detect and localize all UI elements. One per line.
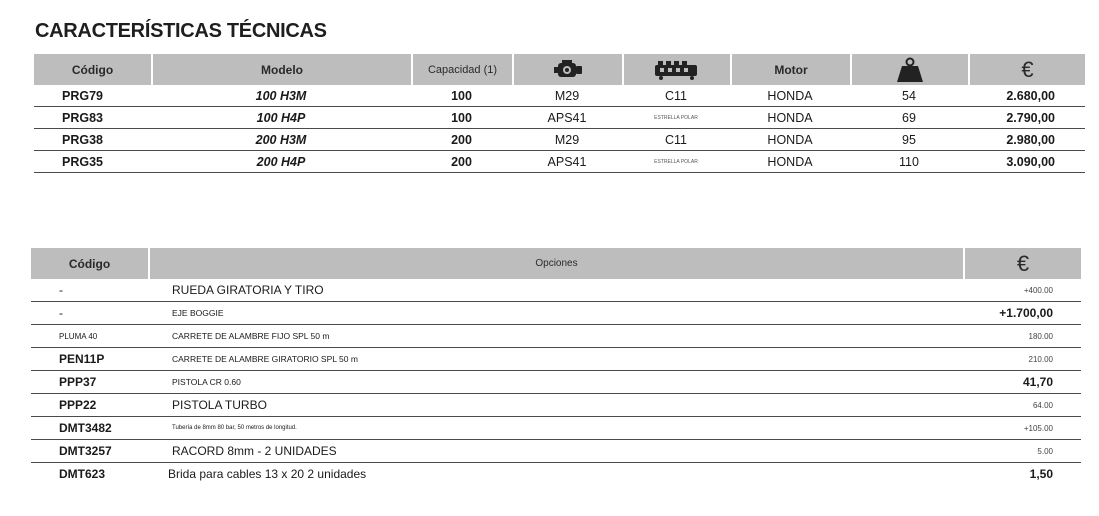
- cell-peso: 69: [850, 107, 968, 129]
- cell-precio: 2.790,00: [968, 107, 1085, 129]
- header-capacidad: Capacidad (1): [411, 54, 512, 85]
- cell-modelo: 200 H4P: [151, 151, 411, 173]
- cell-codigo: PRG35: [34, 151, 151, 173]
- cell-codigo: PRG79: [34, 85, 151, 107]
- cell-codigo: PPP22: [31, 394, 148, 417]
- cell-bomba: APS41: [512, 151, 622, 173]
- cell-capacidad: 200: [411, 151, 512, 173]
- cell-precio: +400.00: [963, 279, 1081, 302]
- cell-capacidad: 100: [411, 107, 512, 129]
- cell-codigo: PLUMA 40: [31, 325, 148, 348]
- header-weight: [850, 54, 968, 85]
- cell-peso: 54: [850, 85, 968, 107]
- cell-codigo: -: [31, 302, 148, 325]
- cell-codigo: DMT623: [59, 467, 106, 481]
- cell-precio: +105.00: [963, 417, 1081, 440]
- table-row: [31, 348, 1081, 371]
- cell-codigo: DMT3257: [31, 440, 148, 463]
- table-row: [34, 129, 1085, 151]
- cell-precio: 1,50: [1029, 467, 1053, 481]
- cell-motor-tipo: ESTRELLA POLAR: [622, 151, 730, 173]
- cell-opcion: Tubería de 8mm 80 bar, 50 metros de longitud.: [148, 417, 963, 440]
- page-title: CARACTERÍSTICAS TÉCNICAS: [35, 20, 327, 42]
- table-row: [31, 325, 1081, 348]
- cell-motor-tipo: C11: [622, 129, 730, 151]
- table-row: [34, 107, 1085, 129]
- cell-opcion: Brida para cables 13 x 20 2 unidades: [168, 467, 367, 481]
- header-pump: [512, 54, 622, 85]
- cell-opcion: PISTOLA TURBO: [148, 394, 963, 417]
- cell-codigo: -: [31, 279, 148, 302]
- cell-precio: +1.700,00: [963, 302, 1081, 325]
- table-row: [31, 417, 1081, 440]
- cell-peso: 110: [850, 151, 968, 173]
- cell-opcion: RUEDA GIRATORIA Y TIRO: [148, 279, 963, 302]
- pump-icon: [552, 58, 584, 82]
- cell-codigo: PRG38: [34, 129, 151, 151]
- cell-modelo: 100 H4P: [151, 107, 411, 129]
- cell-opcion: EJE BOGGIE: [148, 302, 963, 325]
- cell-codigo: PRG83: [34, 107, 151, 129]
- specs-header-row: [34, 54, 1085, 85]
- cell-codigo: PEN11P: [31, 348, 148, 371]
- cell-opcion: RACORD 8mm - 2 UNIDADES: [148, 440, 963, 463]
- cell-precio: 41,70: [963, 371, 1081, 394]
- cell-peso: 95: [850, 129, 968, 151]
- cell-bomba: M29: [512, 85, 622, 107]
- cell-capacidad: 200: [411, 129, 512, 151]
- cell-opcion: CARRETE DE ALAMBRE FIJO SPL 50 m: [148, 325, 963, 348]
- cell-motor: HONDA: [730, 151, 850, 173]
- engine-icon: [652, 59, 702, 81]
- cell-motor-tipo: C11: [622, 85, 730, 107]
- cell-motor: HONDA: [730, 129, 850, 151]
- header-price: [963, 248, 1081, 279]
- cell-codigo: PPP37: [31, 371, 148, 394]
- weight-icon: [896, 57, 924, 83]
- cell-modelo: 200 H3M: [151, 129, 411, 151]
- cell-motor-tipo: ESTRELLA POLAR: [622, 107, 730, 129]
- cell-precio: 2.680,00: [968, 85, 1085, 107]
- cell-capacidad: 100: [411, 85, 512, 107]
- header-modelo: Modelo: [151, 54, 411, 85]
- table-row: [31, 463, 1081, 485]
- cell-precio: 2.980,00: [968, 129, 1085, 151]
- header-codigo: Código: [31, 248, 148, 279]
- table-row: [31, 302, 1081, 325]
- table-row: [31, 440, 1081, 463]
- options-table: [31, 248, 1081, 485]
- cell-opcion: CARRETE DE ALAMBRE GIRATORIO SPL 50 m: [148, 348, 963, 371]
- header-codigo: Código: [34, 54, 151, 85]
- header-opciones: Opciones: [148, 248, 963, 279]
- table-row: [31, 371, 1081, 394]
- table-row: [31, 394, 1081, 417]
- cell-bomba: APS41: [512, 107, 622, 129]
- cell-motor: HONDA: [730, 85, 850, 107]
- cell-precio: 180.00: [963, 325, 1081, 348]
- cell-bomba: M29: [512, 129, 622, 151]
- cell-precio: 210.00: [963, 348, 1081, 371]
- table-row: [34, 151, 1085, 173]
- cell-motor: HONDA: [730, 107, 850, 129]
- header-price: [968, 54, 1085, 85]
- table-row: [31, 279, 1081, 302]
- header-engine: [622, 54, 730, 85]
- cell-modelo: 100 H3M: [151, 85, 411, 107]
- euro-symbol: €: [1016, 250, 1030, 276]
- cell-opcion: PISTOLA CR 0.60: [148, 371, 963, 394]
- euro-symbol: €: [1021, 56, 1034, 82]
- header-motor: Motor: [730, 54, 850, 85]
- cell-precio: 5.00: [963, 440, 1081, 463]
- options-header-row: [31, 248, 1081, 279]
- cell-codigo: DMT3482: [31, 417, 148, 440]
- table-row: [34, 85, 1085, 107]
- cell-precio: 3.090,00: [968, 151, 1085, 173]
- specs-table: [34, 54, 1085, 173]
- cell-precio: 64.00: [963, 394, 1081, 417]
